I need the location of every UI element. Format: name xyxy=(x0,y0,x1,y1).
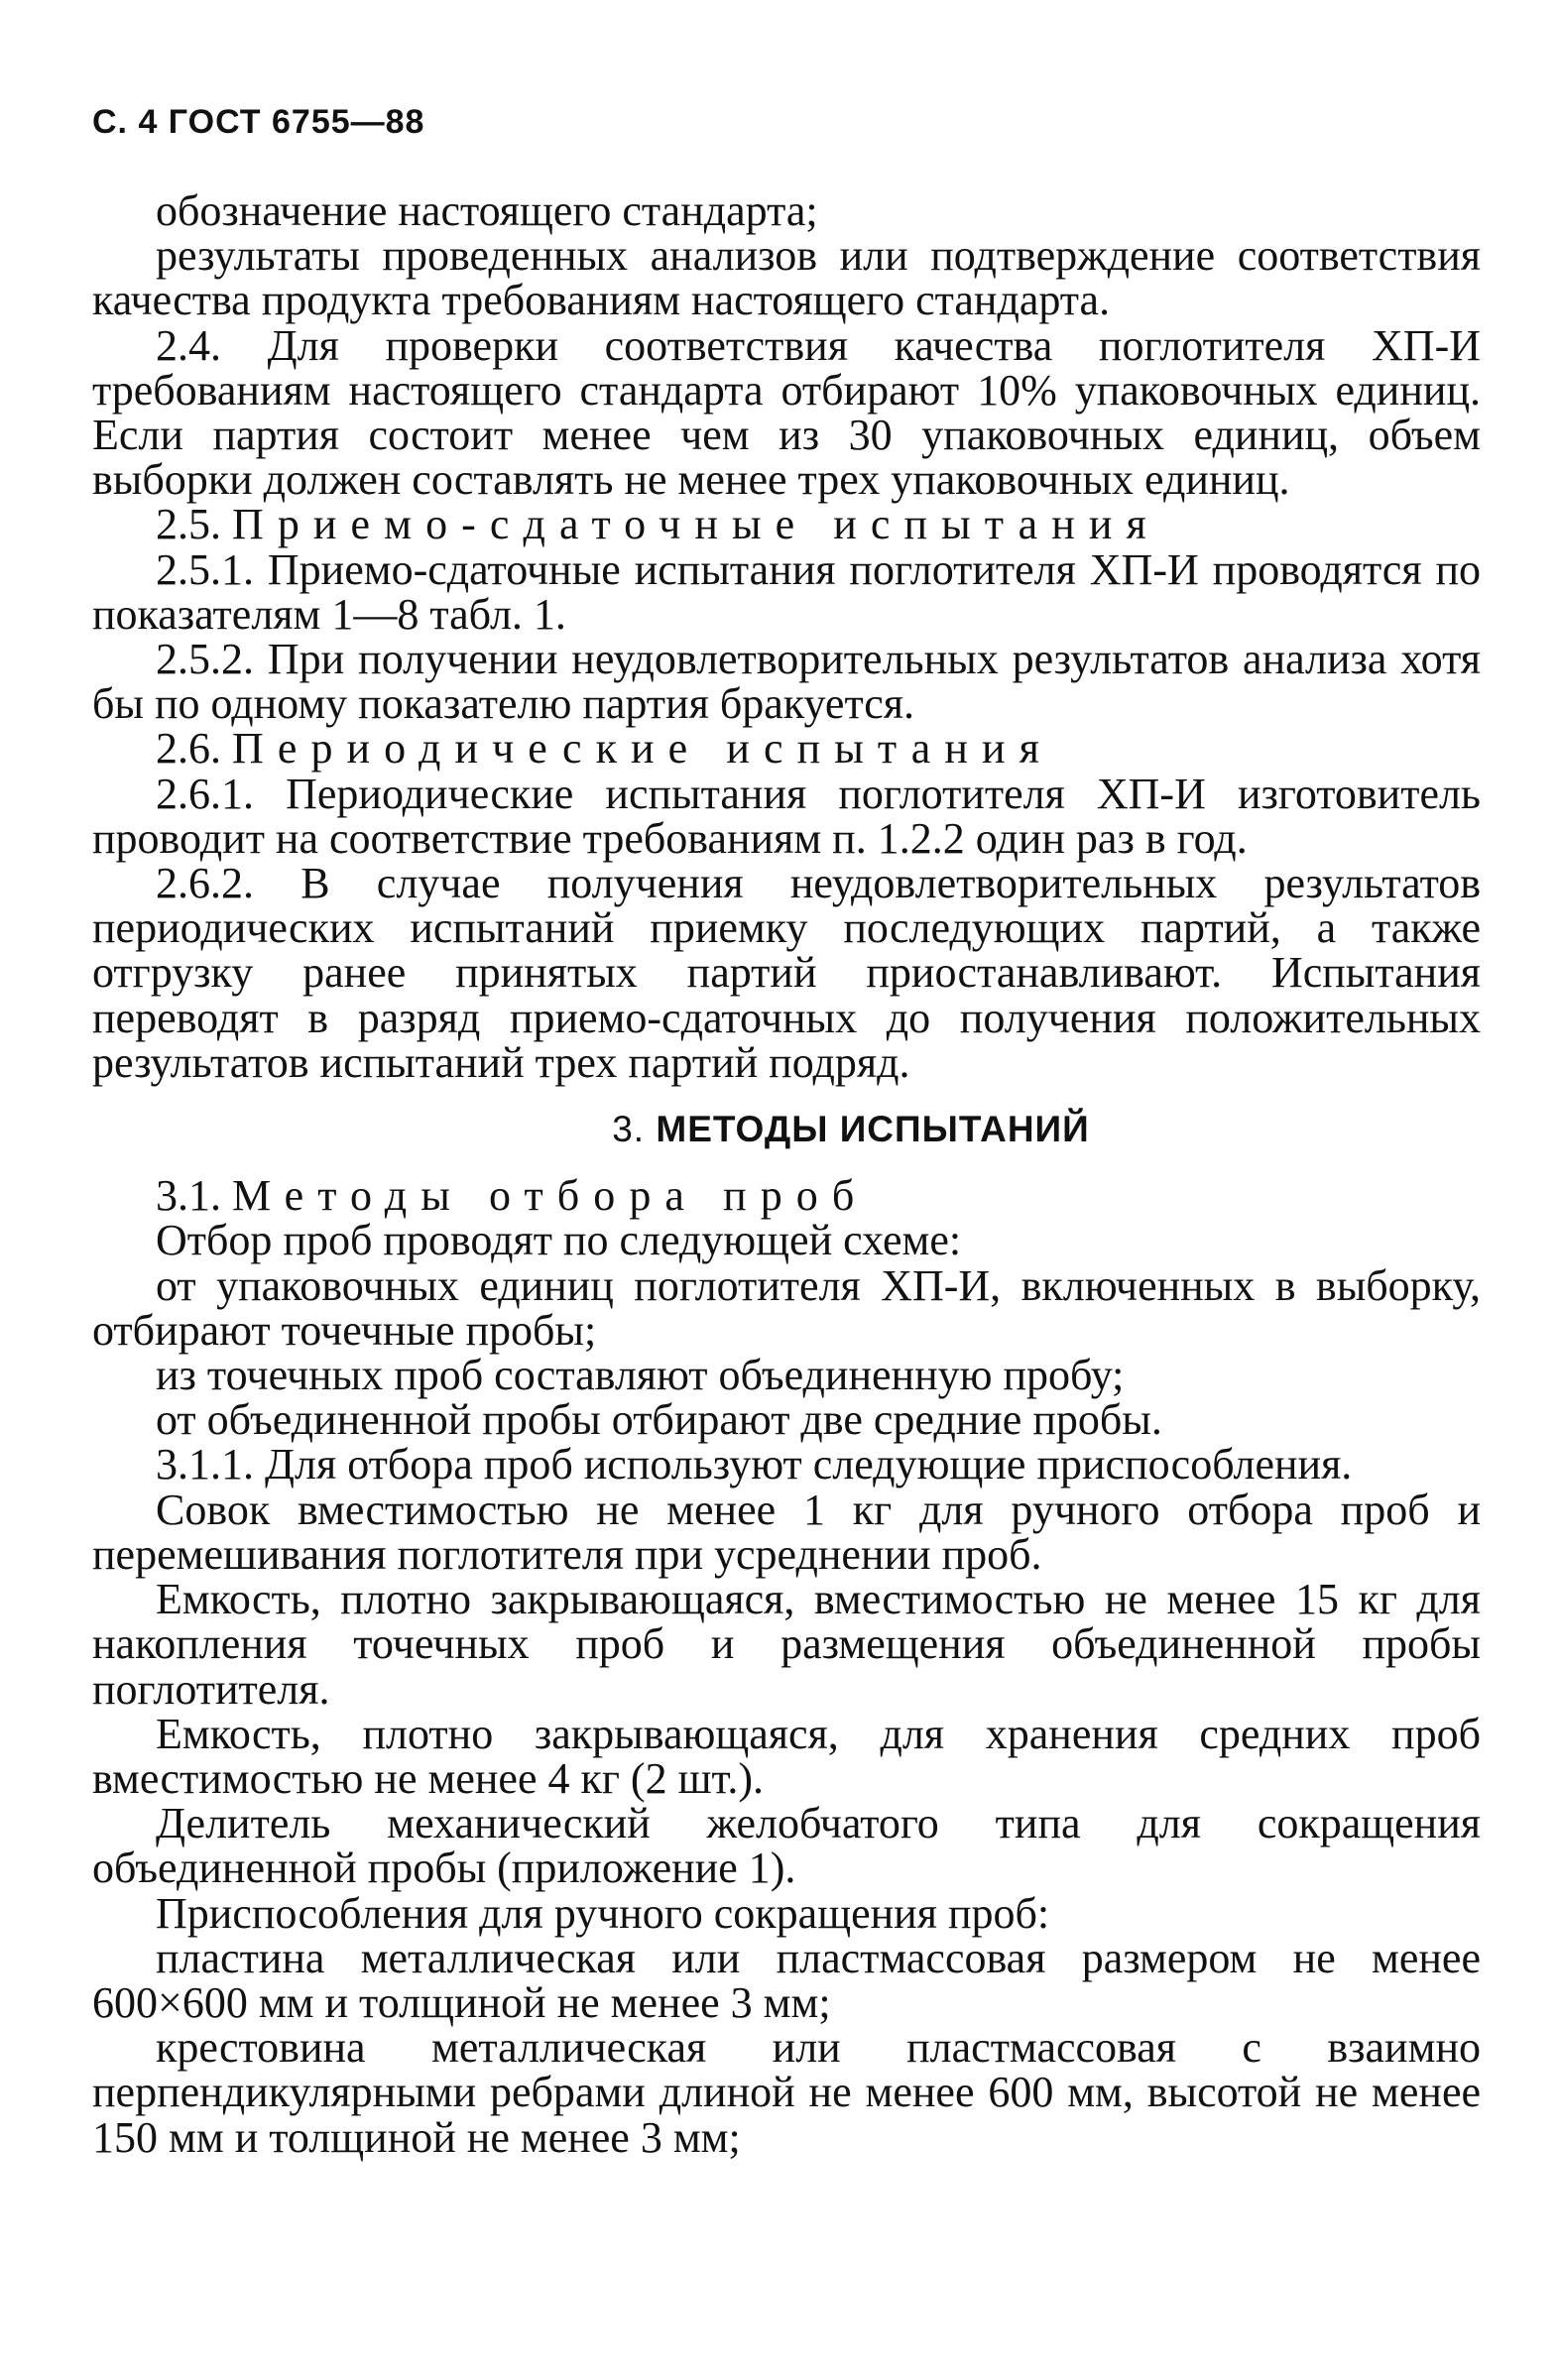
page-header: С. 4 ГОСТ 6755—88 xyxy=(92,103,425,141)
paragraph: от упаковочных единиц поглотителя ХП-И, включенных в выборку, отбирают точечные пробы; xyxy=(92,1260,1481,1355)
paragraph: обозначение настоящего стандарта; xyxy=(156,186,818,235)
subheading-number: 2.5. xyxy=(156,500,221,549)
paragraph: результаты проведенных анализов или подтверждение соответствия качества продукта требованиям настоящего стандарта. xyxy=(92,231,1481,325)
paragraph: пластина металлическая или пластмассовая размером не менее 600×600 мм и толщиной не менее 3 мм; xyxy=(92,1933,1481,2027)
subheading-title: Приемо-сдаточные испытания xyxy=(232,500,1160,549)
paragraph: из точечных проб составляют объединенную пробу; xyxy=(156,1351,1125,1400)
subheading-title: Методы отбора проб xyxy=(232,1171,869,1221)
paragraph: крестовина металлическая или пластмассовая с взаимно перпендикулярными ребрами длиной не менее 600 мм, высотой не менее 150 мм и толщиной не менее 3 мм; xyxy=(92,2023,1481,2162)
paragraph: Совок вместимостью не менее 1 кг для ручного отбора проб и перемешивания поглотителя при усреднении проб. xyxy=(92,1485,1481,1579)
section-heading-3 xyxy=(92,1107,1481,1151)
subheading-number: 3.1. xyxy=(156,1171,221,1221)
section-number: 3. xyxy=(612,1109,646,1150)
paragraph: Емкость, плотно закрывающаяся, для хранения средних проб вместимостью не менее 4 кг (2 шт.). xyxy=(92,1709,1481,1803)
paragraph-2-6-1: 2.6.1. Периодические испытания поглотителя ХП-И изготовитель проводит на соответствие требованиям п. 1.2.2 один раз в год. xyxy=(92,769,1481,863)
subheading-2-6 xyxy=(92,724,1481,774)
section-title: МЕТОДЫ ИСПЫТАНИЙ xyxy=(656,1109,1090,1150)
paragraph: Делитель механический желобчатого типа для сокращения объединенной пробы (приложение 1). xyxy=(92,1799,1481,1893)
paragraph-2-6-2: 2.6.2. В случае получения неудовлетворительных результатов периодических испытаний приемку последующих партий, а также отгрузку ранее принятых партий приостанавливают. Испытания переводят в разряд приемо-сдаточных до получения положительных результатов испытаний трех партий подряд. xyxy=(92,859,1481,1087)
subheading-2-5 xyxy=(92,500,1481,549)
paragraph: Отбор проб проводят по следующей схеме: xyxy=(156,1216,962,1265)
subheading-3-1 xyxy=(92,1171,1481,1221)
paragraph-2-4: 2.4. Для проверки соответствия качества поглотителя ХП-И требованиям настоящего стандарта отбирают 10% упаковочных единиц. Если партия состоит менее чем из 30 упаковочных единиц, объем выборки должен составлять не менее трех упаковочных единиц. xyxy=(92,320,1481,505)
subheading-number: 2.6. xyxy=(156,724,221,774)
paragraph-3-1-1: 3.1.1. Для отбора проб используют следующие приспособления. xyxy=(156,1440,1353,1489)
paragraph: Приспособления для ручного сокращения проб: xyxy=(156,1888,1050,1938)
paragraph-2-5-1: 2.5.1. Приемо-сдаточные испытания поглотителя ХП-И проводятся по показателям 1—8 табл. 1. xyxy=(92,544,1481,639)
paragraph: от объединенной пробы отбирают две средние пробы. xyxy=(156,1395,1162,1445)
subheading-title: Периодические испытания xyxy=(232,724,1053,774)
paragraph: Емкость, плотно закрывающаяся, вместимостью не менее 15 кг для накопления точечных проб и размещения объединенной пробы поглотителя. xyxy=(92,1575,1481,1714)
paragraph-2-5-2: 2.5.2. При получении неудовлетворительных результатов анализа хотя бы по одному показателю партия бракуется. xyxy=(92,635,1481,729)
body-text xyxy=(92,188,1481,2160)
